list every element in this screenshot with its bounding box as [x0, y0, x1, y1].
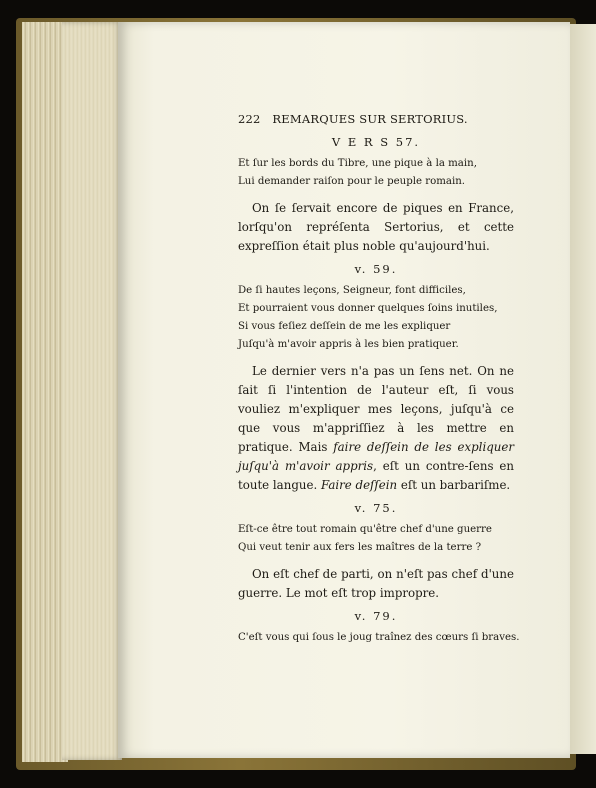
commentary-text: eſt un barbariſme.: [397, 478, 511, 492]
verse-label: V E R S 57.: [331, 135, 421, 149]
commentary-text: Le dernier vers n'a pas un ſens net. On ne ſait ſi l'intention de l'auteur eſt, ſi vous vouliez m'expliquer mes leçons, juſqu'à ce que vous m'appriſſiez à les mettre en pratique. Mais: [238, 364, 514, 454]
verse-line: Qui veut tenir aux fers les maîtres de la terre ?: [238, 542, 482, 553]
commentary-text: On eſt chef de parti, on n'eſt pas chef d'une guerre. Le mot eſt trop impropre.: [238, 567, 514, 600]
verse-line: Eſt-ce être tout romain qu'être chef d'une guerre: [238, 524, 492, 535]
page-text: [238, 112, 520, 647]
verse-line: C'eſt vous qui ſous le joug traînez des cœurs ſi braves.: [238, 632, 520, 643]
verse-line: Lui demander raiſon pour le peuple romain.: [238, 176, 466, 187]
commentary: [238, 199, 514, 256]
page-edges: [62, 22, 122, 760]
verse-line: Et ſur les bords du Tibre, une pique à la main,: [238, 158, 477, 169]
verse-line: De ſi hautes leçons, Seigneur, font difficiles,: [238, 285, 466, 296]
verse-label: v. 75.: [354, 501, 398, 515]
verse-line: Juſqu'à m'avoir appris à les bien pratiquer.: [238, 339, 459, 350]
commentary: [238, 362, 514, 495]
commentary-italic: Faire deſſein: [320, 478, 398, 492]
commentary-italic: faire deſſein de les expliquer juſqu'à m'avoir appris: [238, 440, 514, 473]
commentary: [238, 565, 514, 603]
commentary-text: On ſe ſervait encore de piques en France, lorſqu'on repréſenta Sertorius, et cette expreſſion était plus noble qu'aujourd'hui.: [238, 201, 514, 253]
verse-line: Et pourraient vous donner quelques ſoins inutiles,: [238, 303, 498, 314]
verse-line: Si vous feſiez deſſein de me les expliquer: [238, 321, 451, 332]
running-title: REMARQUES SUR SERTORIUS.: [272, 112, 468, 126]
facing-page-edge: [570, 24, 596, 754]
verse-label: v. 59.: [354, 262, 398, 276]
page-number: 222: [238, 112, 261, 126]
verse-label: v. 79.: [354, 609, 398, 623]
commentary-text: , eſt un contre-ſens en toute langue.: [238, 459, 514, 492]
running-header: [238, 112, 514, 126]
